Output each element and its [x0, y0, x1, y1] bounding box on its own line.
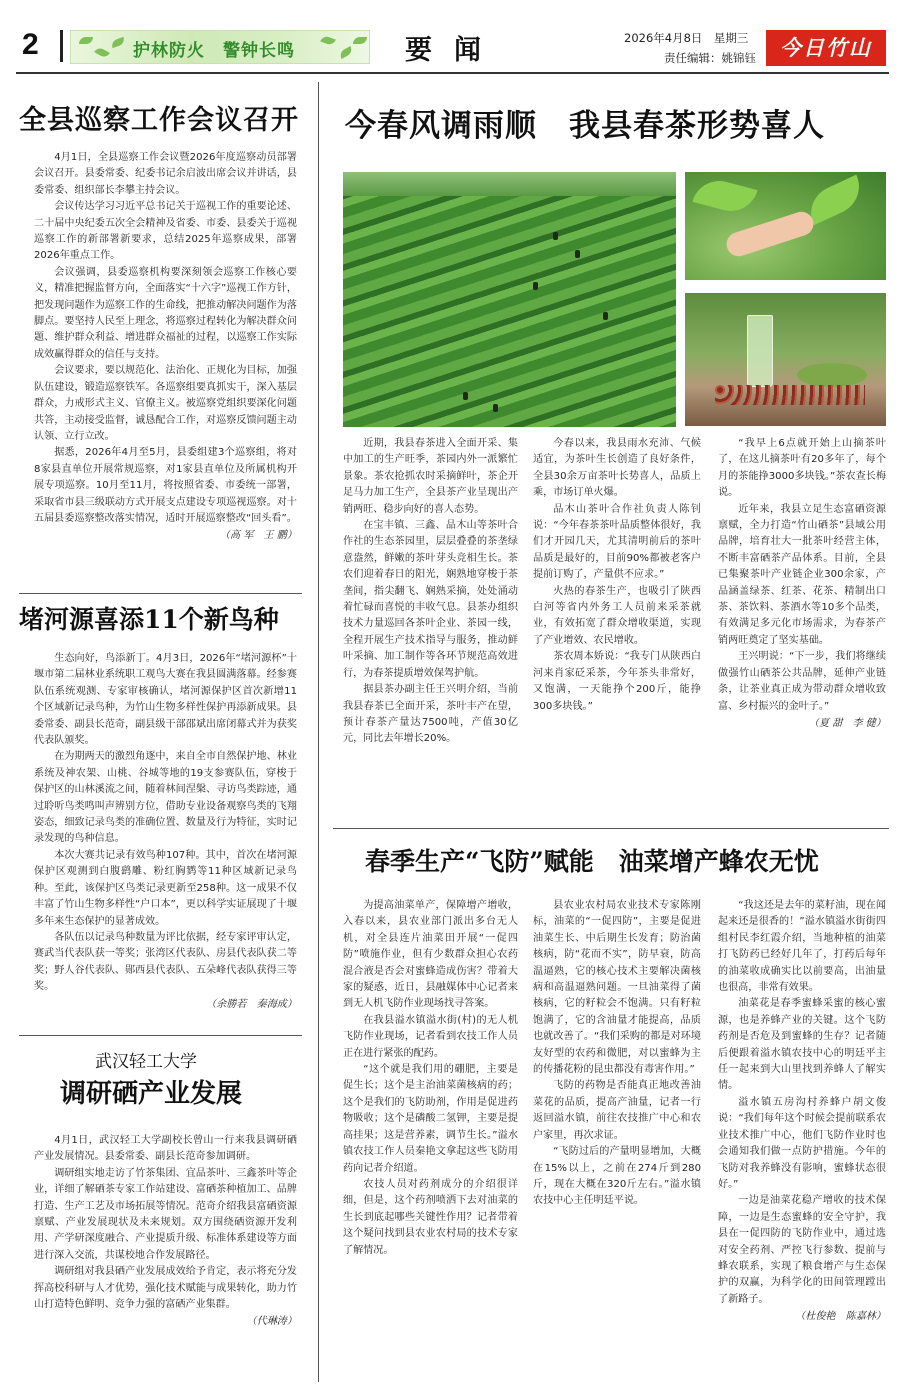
article5-paragraph: “飞防过后的产量明显增加，大概在15%以上，之前在274斤到280斤，现在大概在320斤左右。”溢水镇农技中心主任明廷平说。 [533, 1146, 701, 1207]
leaf-icon [320, 35, 336, 46]
hand [723, 209, 816, 260]
article5-paragraph: 为提高油菜单产，保障增产增收，入春以来，县农业部门派出多台无人机，对全县连片油菜田开展“一促四防”喷施作业，但有少数群众担心农药混合液是否会对蜜蜂造成伤害？带着大家的疑惑，近日，县融媒体中心记者来到无人机飞防作业现场找寻答案。 [343, 900, 518, 1010]
article4-paragraph: 火热的春茶生产，也吸引了陕西白河等省内外务工人员前来采茶就业，有效拓宽了群众增收渠道，实现了产业增效、农民增收。 [533, 585, 701, 646]
slogan-text: 护林防火 警钟长鸣 [133, 41, 295, 61]
article3-title: 调研硒产业发展 [60, 1079, 243, 1109]
tea-glass-photo [685, 293, 886, 426]
leaf-icon [94, 46, 110, 59]
article4-body-col3 [718, 436, 886, 820]
divider [19, 1035, 302, 1036]
slogan-banner [70, 30, 370, 64]
article4-paragraph: 近期，我县春茶进入全面开采、集中加工的生产旺季，茶园内外一派繁忙景象。茶农抢抓农时采摘鲜叶，茶企开足马力加工生产，全县茶产业呈现出产销两旺、稳步向好的喜人态势。 [343, 438, 518, 515]
leaf-icon [79, 37, 93, 44]
article1-paragraph: 会议要求，要以规范化、法治化、正规化为目标，加强队伍建设，锻造巡察铁军。各巡察组要真抓实干，深入基层群众，力戒形式主义、官僚主义。被巡察党组织要深化问题共答，主动接受监督，诚恳配合工作，对巡察反馈问题主动认领、立行立改。 [34, 365, 297, 442]
article3-paragraph: 调研组实地走访了竹茶集团、宜品茶叶、三鑫茶叶等企业，详细了解硒茶专家工作站建设、富硒茶种植加工、品牌打造、生产工艺及市场拓展等情况。范奇介绍我县富硒资源禀赋、产业发展现状及未来规划。双方围绕硒资源开发利用、产学研深度融合、产业提质升级、标准体系建设等方面进行深入交流，共谋校地合作发展路径。 [34, 1167, 297, 1261]
article4-paragraph: 王兴明说：“下一步，我们将继续做强竹山硒茶公共品牌，延伸产业链条，让茶业真正成为带动群众增收致富、乡村振兴的金叶子。” [718, 651, 886, 712]
leaf-icon [110, 37, 126, 48]
header-divider [60, 30, 63, 62]
article5-body-col1 [343, 898, 518, 1382]
article1-body [34, 150, 297, 590]
column-divider [318, 82, 319, 1382]
article1-paragraph: 据悉，2026年4月至5月，县委组建3个巡察组，将对8家县直单位开展常规巡察，对1家县直单位及所属机构开展专项巡察。10月至11月，将按照省委、市委统一部署，采取省市县三级联动方式开展支点建设专项巡视巡察。对十五届县委巡察整改落实情况，适时开展巡察整改“回头看”。 [34, 447, 297, 524]
article4-body-col2 [533, 436, 701, 820]
article1-byline: （高 军 王 鹏） [219, 530, 297, 542]
tea-picker [553, 232, 558, 240]
article3-paragraph: 调研组对我县硒产业发展成效给予肯定，表示将充分发挥高校科研与人才优势，强化技术赋能与成果转化，助力竹山打造特色鲜明、竞争力强的富硒产业集群。 [34, 1266, 297, 1311]
article5-paragraph: 一边是油菜花稳产增收的技术保障，一边是生态蜜蜂的安全守护，我县在一促四防的飞防作业中，通过选对安全药剂、严控飞行参数、提前与蜂农联系，实现了粮食增产与生态保护的双赢，为科学化的田间管理蹚出了新路子。 [718, 1195, 886, 1305]
article4-paragraph: 茶农周本娇说：“我专门从陕西白河来肖家砭采茶，今年茶头非常好，又饱满，一天能挣个200斤，能挣300多块钱。” [533, 651, 701, 712]
issue-date: 2026年4月8日 星期三 [624, 31, 749, 45]
article2-body [34, 651, 297, 1029]
article1-title: 全县巡察工作会议召开 [19, 105, 299, 136]
article2-paragraph: 各队伍以记录鸟种数量为评比依据，经专家评审认定，赛武当代表队获一等奖；张湾区代表队、房县代表队获二等奖；野人谷代表队、郧西县代表队、五朵峰代表队获得三等奖。 [34, 931, 297, 993]
article5-paragraph: “这个就是我们用的硼肥，主要是促生长；这个是主治油菜菌核病的药；这个是我们的飞防助剂，作用是促进药物吸收；这个是磷酸二氢钾，主要是提高挂果；这是营养素，调节生长。”溢水镇农技工作人员秦艳文拿起这些飞防用药向记者介绍道。 [343, 1064, 518, 1174]
article3-paragraph: 4月1日，武汉轻工大学副校长曾山一行来我县调研硒产业发展情况。县委常委、副县长范奇参加调研。 [34, 1135, 297, 1163]
tea-picker [603, 312, 608, 320]
article3-kicker: 武汉轻工大学 [95, 1052, 197, 1072]
article4-paragraph: 今春以来，我县雨水充沛、气候适宜，为茶叶生长创造了良好条件，全县30余万亩茶叶长势喜人，品质上乘，市场订单火爆。 [533, 438, 701, 499]
article5-paragraph: 农技人员对药剂成分的介绍很详细，但是，这个药剂喷洒下去对油菜的生长到底起哪些关键性作用？记者带着这个疑问找到县农业农村局的技术专家了解情况。 [343, 1178, 518, 1256]
article5-paragraph: 溢水镇五房沟村养蜂户胡文俊说：“我们每年这个时候会提前联系农业技术推广中心，他们飞防作业时也会通知我们做一点防护措施。今年的飞防对我养蜂没有影响，蜜蜂状态很好。” [718, 1096, 886, 1190]
responsible-editor: 责任编辑：姚锦钰 [664, 51, 756, 65]
article2-paragraph: 本次大赛共记录有效鸟种107种。其中，首次在堵河源保护区观测到白腹鹞雕、粉红胸鹨等11种区域新记录鸟种。至此，该保护区鸟类记录更新至258种。这一成果不仅丰富了竹山生物多样性“户口本”，更以科学实证展现了十堰多年来生态保护的显著成效。 [34, 849, 297, 927]
article1-paragraph: 会议强调，县委巡察机构要深刻领会巡察工作核心要义，精准把握监督方向，全面落实“十六字”巡视工作方针，把发现问题作为巡察工作的生命线，把推动解决问题作为落脚点。要坚持人民至上理念，将巡察过程转化为解决群众问题、维护群众利益、增进群众福祉的过程，以巡察工作实际成效赢得群众的信任与支持。 [34, 266, 297, 360]
article4-paragraph: 在宝丰镇、三鑫、品木山等茶叶合作社的生态茶园里，层层叠叠的茶垄绿意盎然，鲜嫩的茶叶芽头竞相生长。茶农们迎着春日的阳光，娴熟地穿梭于茶垄间，指尖翻飞、娴熟采摘，处处涌动着忙碌而喜悦的丰收气息。县茶办组织技术力量巡回各茶叶企业、茶园一线，全程开展生产技术指导与服务，推动鲜叶采摘、加工制作等各环节规范高效进行，为春茶提质增效保驾护航。 [343, 520, 518, 679]
article4-paragraph: 近年来，我县立足生态富硒资源禀赋，全力打造“竹山硒茶”县域公用品牌，培育壮大一批茶叶经营主体，不断丰富硒茶产品体系。目前，全县已集聚茶叶产业链企业300余家，产品涵盖绿茶、红茶、花茶、精制出口茶、茶饮料、茶酒水等10多个品类，有效满足多元化市场需求，为春茶产销两旺奠定了坚实基础。 [718, 503, 886, 646]
section-title: 要闻 [405, 35, 503, 66]
divider [19, 593, 302, 594]
article2-byline: （余勝若 秦海成） [206, 998, 297, 1010]
tea-picker [463, 392, 468, 400]
article4-paragraph: “我早上6点就开始上山摘茶叶了，在这儿摘茶叶有20多年了，每个月的茶能挣3000多块钱。”茶农查长梅说。 [718, 438, 886, 499]
article4-byline: （夏 甜 李 健） [808, 717, 886, 729]
article4-paragraph: 据县茶办副主任王兴明介绍，当前我县春茶已全面开采，茶叶丰产在望，预计春茶产量达7500吨，产值30亿元，同比去年增长20%。 [343, 684, 518, 745]
page-number: 2 [22, 28, 39, 61]
article5-paragraph: 在我县溢水镇溢水街(村)的无人机飞防作业现场，记者看到农技工作人员正在进行紧张的配药。 [343, 1014, 518, 1059]
tea-picker [533, 282, 538, 290]
tea-picker [575, 250, 580, 258]
tea-picking-hand-photo [685, 172, 886, 280]
article3-byline: （代琳涛） [246, 1316, 297, 1328]
tea-garden-photo [343, 172, 676, 427]
article4-title: 今春风调雨顺 我县春茶形势喜人 [345, 108, 825, 144]
header-rule [16, 72, 889, 74]
article3-body [34, 1133, 297, 1381]
article5-paragraph: 县农业农村局农业技术专家陈刚标，油菜的“一促四防”，主要是促进油菜生长、中后期生长发育；防治菌核病，防“花而不实”，防早衰，防高温逼熟，它的核心技术主要解决菌核病和高温逼熟问题。一旦油菜得了菌核病，它的籽粒会不饱满。只有籽粒饱满了，它的含油量才能提高，品质也就改善了。“我们采购的都是对环境友好型的农药和微肥，对以蜜蜂为主的传播花粉的昆虫都没有毒害作用。” [533, 900, 701, 1076]
page-header [0, 0, 905, 72]
article2-paragraph: 生态向好，鸟添新丁。4月3日，2026年“堵河源杯”十堰市第二届林业系统职工观鸟大赛在我县圆满落幕。经参赛队伍系统观测、专家审核确认，堵河源保护区首次新增11个区域新记录鸟种，为竹山生物多样性保护再添新成果。县委常委、副县长范奇，副县级干部邵斌出席闭幕式并为获奖代表队颁奖。 [34, 653, 297, 747]
article1-paragraph: 4月1日，全县巡察工作会议暨2026年度巡察动员部署会议召开。县委常委、纪委书记余启波出席会议并讲话，县委常委、组织部长李攀主持会议。 [34, 152, 297, 196]
tea-picker [493, 404, 498, 412]
article5-body-col3 [718, 898, 886, 1382]
article5-body-col2 [533, 898, 701, 1382]
article4-paragraph: 品木山茶叶合作社负责人陈钊说：“今年春茶茶叶品质整体很好，我们才开园几天，尤其清明前后的茶叶品质是最好的，目前90%都被老客户提前订购了，产量供不应求。” [533, 503, 701, 581]
brand-logo: 今日竹山 [766, 30, 886, 66]
tea-glass [747, 315, 773, 387]
tea-leaves [797, 363, 867, 387]
divider [333, 828, 889, 829]
article2-title: 堵河源喜添11个新鸟种 [19, 605, 279, 634]
article5-paragraph: 飞防的药物是否能真正地改善油菜花的品质，提高产油量，记者一行返回溢水镇，前往农技推广中心和农户家里，再次求证。 [533, 1080, 701, 1141]
leaf-icon [338, 46, 354, 59]
article5-paragraph: 油菜花是春季蜜蜂采蜜的核心蜜源，也是养蜂产业的关键。这个飞防药剂是否危及到蜜蜂的生存？记者随后便跟着溢水镇农技中心的明廷平主任一起来到大山里找到养蜂人了解实情。 [718, 998, 886, 1092]
article5-paragraph: “我这还是去年的菜籽油，现在闻起来还是很香的！”溢水镇溢水街街四组村民李红霞介绍，当地种植的油菜打飞防药已经好几年了，打药后每年的油菜收成确实比以前要高，出油量也很高，非常有效果。 [718, 900, 886, 994]
article2-paragraph: 在为期两天的激烈角逐中，来自全市自然保护地、林业系统及神农架、山桃、谷城等地的19支参赛队伍，穿梭于保护区的山林溪流之间，随着林间涅槃、寻访鸟类踪迹，通过聆听鸟类鸣叫声辨别方位，借助专业设备观察鸟类的飞翔姿态，细致记录鸟类的准确位置、数量及行为特征，实时记录发现的鸟种信息。 [34, 751, 297, 845]
article4-body-col1 [343, 436, 518, 820]
article1-paragraph: 会议传达学习习近平总书记关于巡视工作的重要论述、二十届中央纪委五次全会精神及省委、市委、县委关于巡视巡察工作的新部署新要求，总结2025年巡察成果，部署2026年重点工作。 [34, 201, 297, 262]
article5-byline: （杜俊艳 陈嘉林） [795, 1311, 886, 1323]
article5-title: 春季生产“飞防”赋能 油菜增产蜂农无忧 [365, 847, 819, 876]
leaf-icon [353, 37, 367, 44]
